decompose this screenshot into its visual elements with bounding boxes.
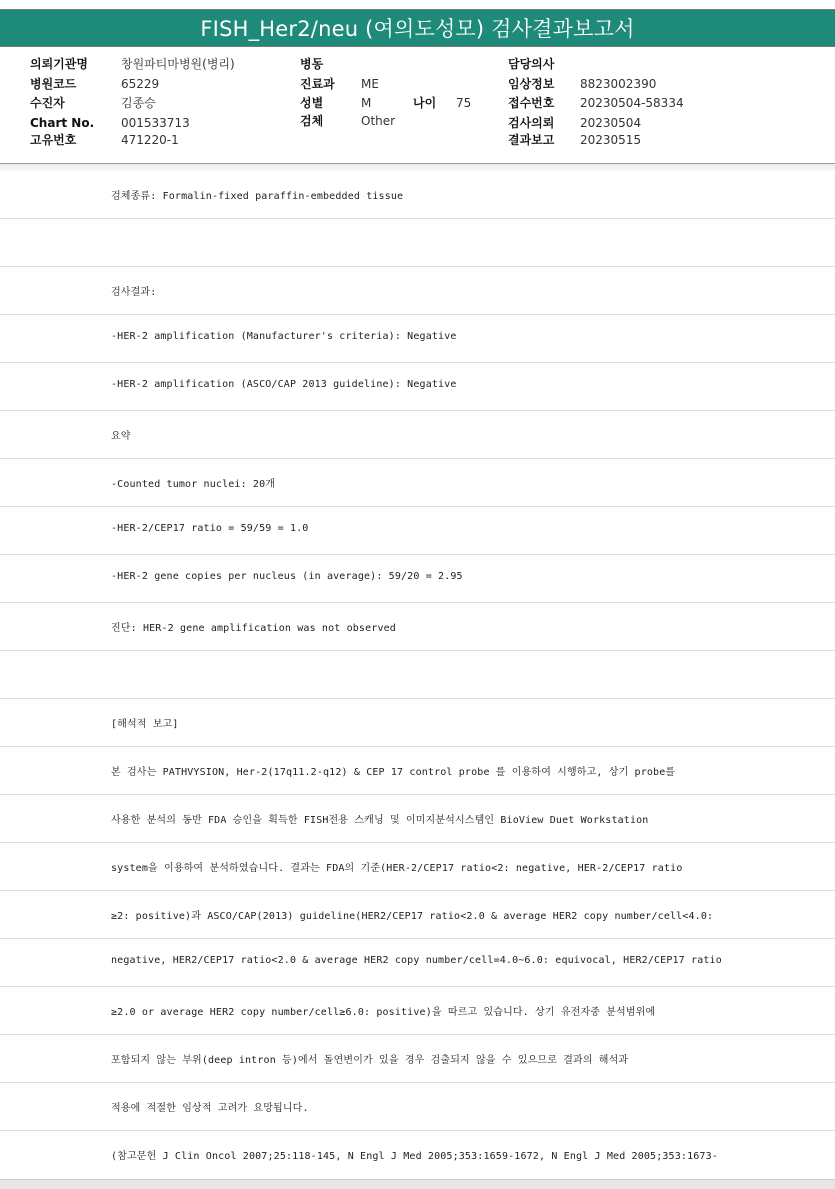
- report-line-text: 적용에 적절한 임상적 고려가 요망됩니다.: [111, 1103, 309, 1114]
- request-date-value: 20230504: [580, 116, 642, 130]
- institution-label: 의뢰기관명: [30, 57, 88, 71]
- report-line-text: 검사결과:: [111, 287, 157, 298]
- report-line-text: [해석적 보고]: [111, 719, 179, 730]
- report-line-text: 본 검사는 PATHVYSION, Her-2(17q11.2-q12) & CEP 17 control probe 를 이용하여 시행하고, 상기 probe를: [111, 767, 676, 778]
- patient-value: 김종승: [121, 96, 156, 110]
- report-line: [0, 747, 835, 795]
- report-line: [0, 843, 835, 891]
- clinical-info-value: 8823002390: [580, 77, 657, 91]
- report-line-text: -HER-2 amplification (Manufacturer's criteria): Negative: [111, 331, 457, 342]
- report-line: [0, 363, 835, 411]
- specimen-value: Other: [361, 114, 396, 128]
- receipt-no-value: 20230504-58334: [580, 96, 684, 110]
- sex-label: 성별: [300, 96, 324, 110]
- report-line: [0, 699, 835, 747]
- report-line: [0, 1131, 835, 1179]
- patient-info-section: [0, 48, 835, 164]
- department-value: ME: [361, 77, 379, 91]
- department-label: 진료과: [300, 77, 335, 91]
- report-line: [0, 219, 835, 267]
- report-title: FISH_Her2/neu (여의도성모) 검사결과보고서: [200, 17, 635, 41]
- report-line-text: -HER-2/CEP17 ratio = 59/59 = 1.0: [111, 523, 309, 534]
- report-line-text: -HER-2 gene copies per nucleus (in average): 59/20 = 2.95: [111, 571, 463, 582]
- report-line: [0, 795, 835, 843]
- report-line-text: -Counted tumor nuclei: 20개: [111, 479, 276, 490]
- report-line-text: 진단: HER-2 gene amplification was not observed: [111, 623, 396, 634]
- report-line: [0, 507, 835, 555]
- hospital-code-label: 병원코드: [30, 77, 77, 91]
- specimen-label: 검체: [300, 114, 324, 128]
- report-line-text: system을 이용하여 분석하였습니다. 결과는 FDA의 기준(HER-2/CEP17 ratio<2: negative, HER-2/CEP17 ratio: [111, 863, 683, 874]
- header-divider: [0, 163, 835, 171]
- ward-label: 병동: [300, 57, 324, 71]
- report-line: [0, 267, 835, 315]
- chart-no-value: 001533713: [121, 116, 190, 130]
- report-line: [0, 315, 835, 363]
- report-line: [0, 555, 835, 603]
- age-value: 75: [456, 96, 472, 110]
- report-line-text: (참고문헌 J Clin Oncol 2007;25:118-145, N Engl J Med 2005;353:1659-1672, N Engl J Med 2005;353:1673-: [111, 1151, 718, 1162]
- report-line-text: 사용한 분석의 동반 FDA 승인을 획득한 FISH전용 스캐닝 및 이미지분석시스템인 BioView Duet Workstation: [111, 815, 649, 826]
- report-line: [0, 651, 835, 699]
- report-line: [0, 891, 835, 939]
- hospital-code-value: 65229: [121, 77, 160, 91]
- report-line-text: negative, HER2/CEP17 ratio<2.0 & average HER2 copy number/cell=4.0~6.0: equivocal, HER2/CEP17 ratio: [111, 955, 722, 966]
- report-line: [0, 459, 835, 507]
- unique-no-label: 고유번호: [30, 133, 77, 147]
- report-line-text: 요약: [111, 431, 131, 442]
- report-line-text: -HER-2 amplification (ASCO/CAP 2013 guideline): Negative: [111, 379, 457, 390]
- sex-value: M: [361, 96, 372, 110]
- report-title-bar: [0, 9, 835, 47]
- bottom-scroll-edge: [0, 1179, 835, 1189]
- report-line: [0, 939, 835, 987]
- receipt-no-label: 접수번호: [508, 96, 555, 110]
- report-line: [0, 987, 835, 1035]
- chart-no-label: Chart No.: [30, 116, 95, 130]
- report-line-text: 포함되지 않는 부위(deep intron 등)에서 돌연변이가 있을 경우 검출되지 않을 수 있으므로 결과의 해석과: [111, 1055, 629, 1066]
- unique-no-value: 471220-1: [121, 133, 179, 147]
- report-line-text: 검체종류: Formalin-fixed paraffin-embedded tissue: [111, 191, 404, 202]
- report-line: [0, 603, 835, 651]
- report-body: [0, 171, 835, 1179]
- doctor-label: 담당의사: [508, 57, 555, 71]
- report-date-label: 결과보고: [508, 133, 555, 147]
- report-date-value: 20230515: [580, 133, 642, 147]
- report-line: [0, 1035, 835, 1083]
- institution-value: 창원파티마병원(병리): [121, 57, 235, 71]
- report-line: [0, 171, 835, 219]
- age-label: 나이: [413, 96, 437, 110]
- report-line-text: ≥2: positive)과 ASCO/CAP(2013) guideline(HER2/CEP17 ratio<2.0 & average HER2 copy number/cell<4.0:: [111, 911, 714, 922]
- report-line: [0, 1083, 835, 1131]
- report-line-text: ≥2.0 or average HER2 copy number/cell≥6.0: positive)을 따르고 있습니다. 상기 유전자중 분석범위에: [111, 1007, 656, 1018]
- patient-label: 수진자: [30, 96, 65, 110]
- report-line: [0, 411, 835, 459]
- request-date-label: 검사의뢰: [508, 116, 555, 130]
- clinical-info-label: 임상정보: [508, 77, 555, 91]
